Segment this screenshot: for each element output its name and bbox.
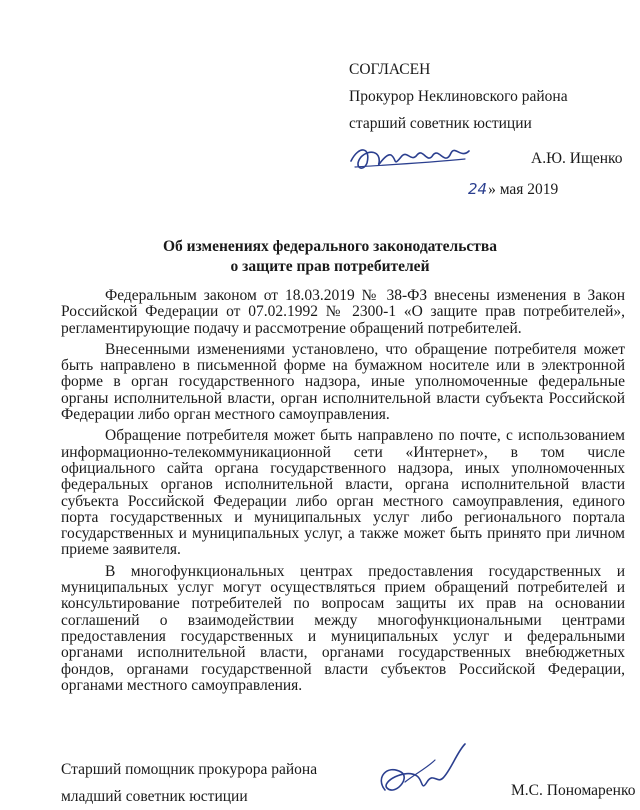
paragraph-4: В многофункциональных центрах предоставления государственных и муниципальных услуг могут осуществляться прием обращений потребителей и консультирование потребителей по вопросам защиты их прав на основании соглашений о взаимодействии между многофункциональными центрами предоставления государственных и муниципальных услуг и федеральными органами исполнительной власти, органами государственных внебюджетных фондов, органами государственной власти субъектов Российской Федерации, органами местного самоуправления. bbox=[61, 562, 625, 694]
prosecutor-signature bbox=[345, 137, 475, 177]
approval-date bbox=[468, 180, 558, 199]
document-title bbox=[80, 237, 580, 277]
footer-position bbox=[61, 756, 317, 810]
approval-date-rest: » мая 2019 bbox=[488, 181, 559, 198]
paragraph-3: Обращение потребителя может быть направлено по почте, с использованием информационно-телекоммуникационной сети «Интернет», в том числе официального сайта органа государственного надзора, иных уполномоченных федеральных органов исполнительной власти, органа исполнительной власти субъекта Российской Федерации либо орган местного самоуправления, единого порта государственных и муниципальных услуг либо регионального портала государственных и муниципальных услуг, а также может быть принято при личном приеме заявителя. bbox=[61, 427, 625, 559]
document-body bbox=[61, 288, 625, 699]
assistant-signature bbox=[365, 738, 475, 804]
approval-heading: СОГЛАСЕН bbox=[349, 61, 431, 78]
approval-block bbox=[349, 56, 568, 137]
title-line-2: о защите прав потребителей bbox=[230, 258, 430, 275]
approval-signer: А.Ю. Ищенко bbox=[531, 150, 623, 167]
title-line-1: Об изменениях федерального законодательства bbox=[162, 238, 498, 255]
approval-rank: старший советник юстиции bbox=[349, 115, 532, 132]
footer-signer: М.С. Пономаренко bbox=[511, 782, 636, 799]
approval-day: 24 bbox=[468, 180, 488, 198]
footer-position-rank: младший советник юстиции bbox=[61, 788, 248, 805]
paragraph-1: Федеральным законом от 18.03.2019 № 38-ФЗ внесены изменения в Закон Российской Федерации от 07.02.1992 № 2300-1 «О защите прав потребителей», регламентирующие подачу и рассмотрение обращений потребителей. bbox=[61, 287, 625, 337]
paragraph-2: Внесенными изменениями установлено, что обращение потребителя может быть направлено в письменной форме на бумажном носителе или в электронной форме в орган государственного надзора, иные уполномоченные федеральные органы исполнительной власти, орган исполнительной власти субъекта Российской Федерации либо орган местного самоуправления. bbox=[61, 340, 625, 424]
footer-position-title: Старший помощник прокурора района bbox=[61, 761, 318, 778]
approval-position: Прокурор Неклиновского района bbox=[349, 88, 568, 105]
